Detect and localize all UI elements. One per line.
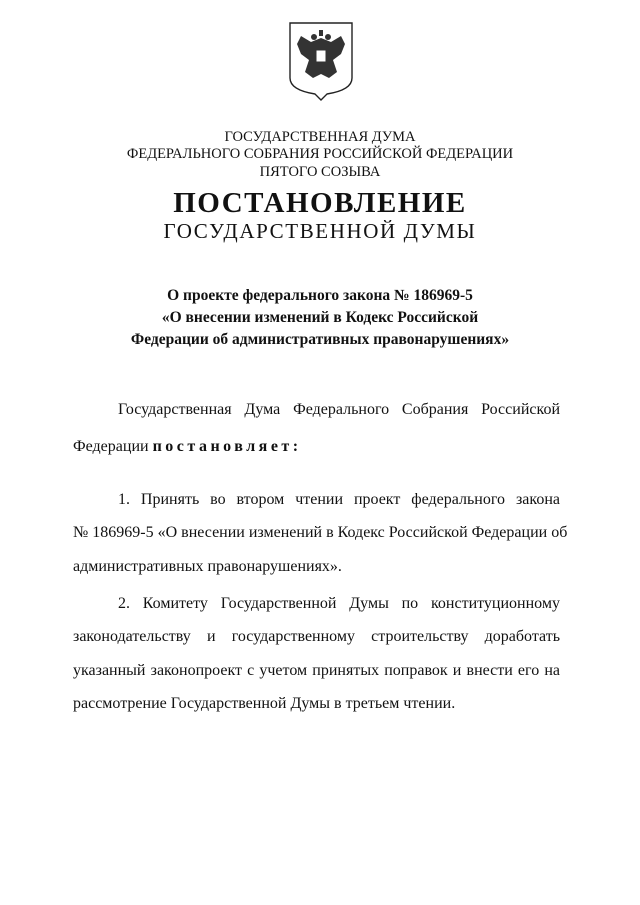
paragraph-line: законодательству и государственному строительству доработать (73, 628, 560, 645)
header-line-convocation: ПЯТОГО СОЗЫВА (259, 164, 381, 180)
paragraph-line: 1. Принять во втором чтении проект федерального закона (118, 491, 560, 508)
preamble-verb: постановляет: (152, 438, 302, 455)
document-issuer: ГОСУДАРСТВЕННОЙ ДУМЫ (163, 219, 477, 243)
paragraph-line: № 186969-5 «О внесении изменений в Кодекс Российской Федерации об (73, 524, 568, 541)
preamble-start: Федерации (73, 438, 149, 455)
coat-of-arms-emblem (287, 20, 355, 102)
preamble-line (73, 437, 560, 457)
header-line-federal-assembly: ФЕДЕРАЛЬНОГО СОБРАНИЯ РОССИЙСКОЙ ФЕДЕРАЦИИ (126, 146, 514, 162)
paragraph-line: рассмотрение Государственной Думы в третьем чтении. (73, 695, 456, 712)
title-line: О проекте федерального закона № 186969-5 (167, 287, 473, 304)
title-line: «О внесении изменений в Кодекс Российской (161, 309, 479, 326)
paragraph-line: указанный законопроект с учетом принятых поправок и внести его на (73, 662, 560, 679)
title-line: Федерации об административных правонарушениях» (130, 331, 510, 348)
document-type: ПОСТАНОВЛЕНИЕ (173, 187, 467, 219)
paragraph-line: административных правонарушениях». (73, 558, 342, 575)
preamble-line: Государственная Дума Федерального Собрания Российской (118, 401, 560, 418)
paragraph-line: 2. Комитету Государственной Думы по конституционному (118, 595, 560, 612)
header-line-duma: ГОСУДАРСТВЕННАЯ ДУМА (224, 129, 416, 145)
